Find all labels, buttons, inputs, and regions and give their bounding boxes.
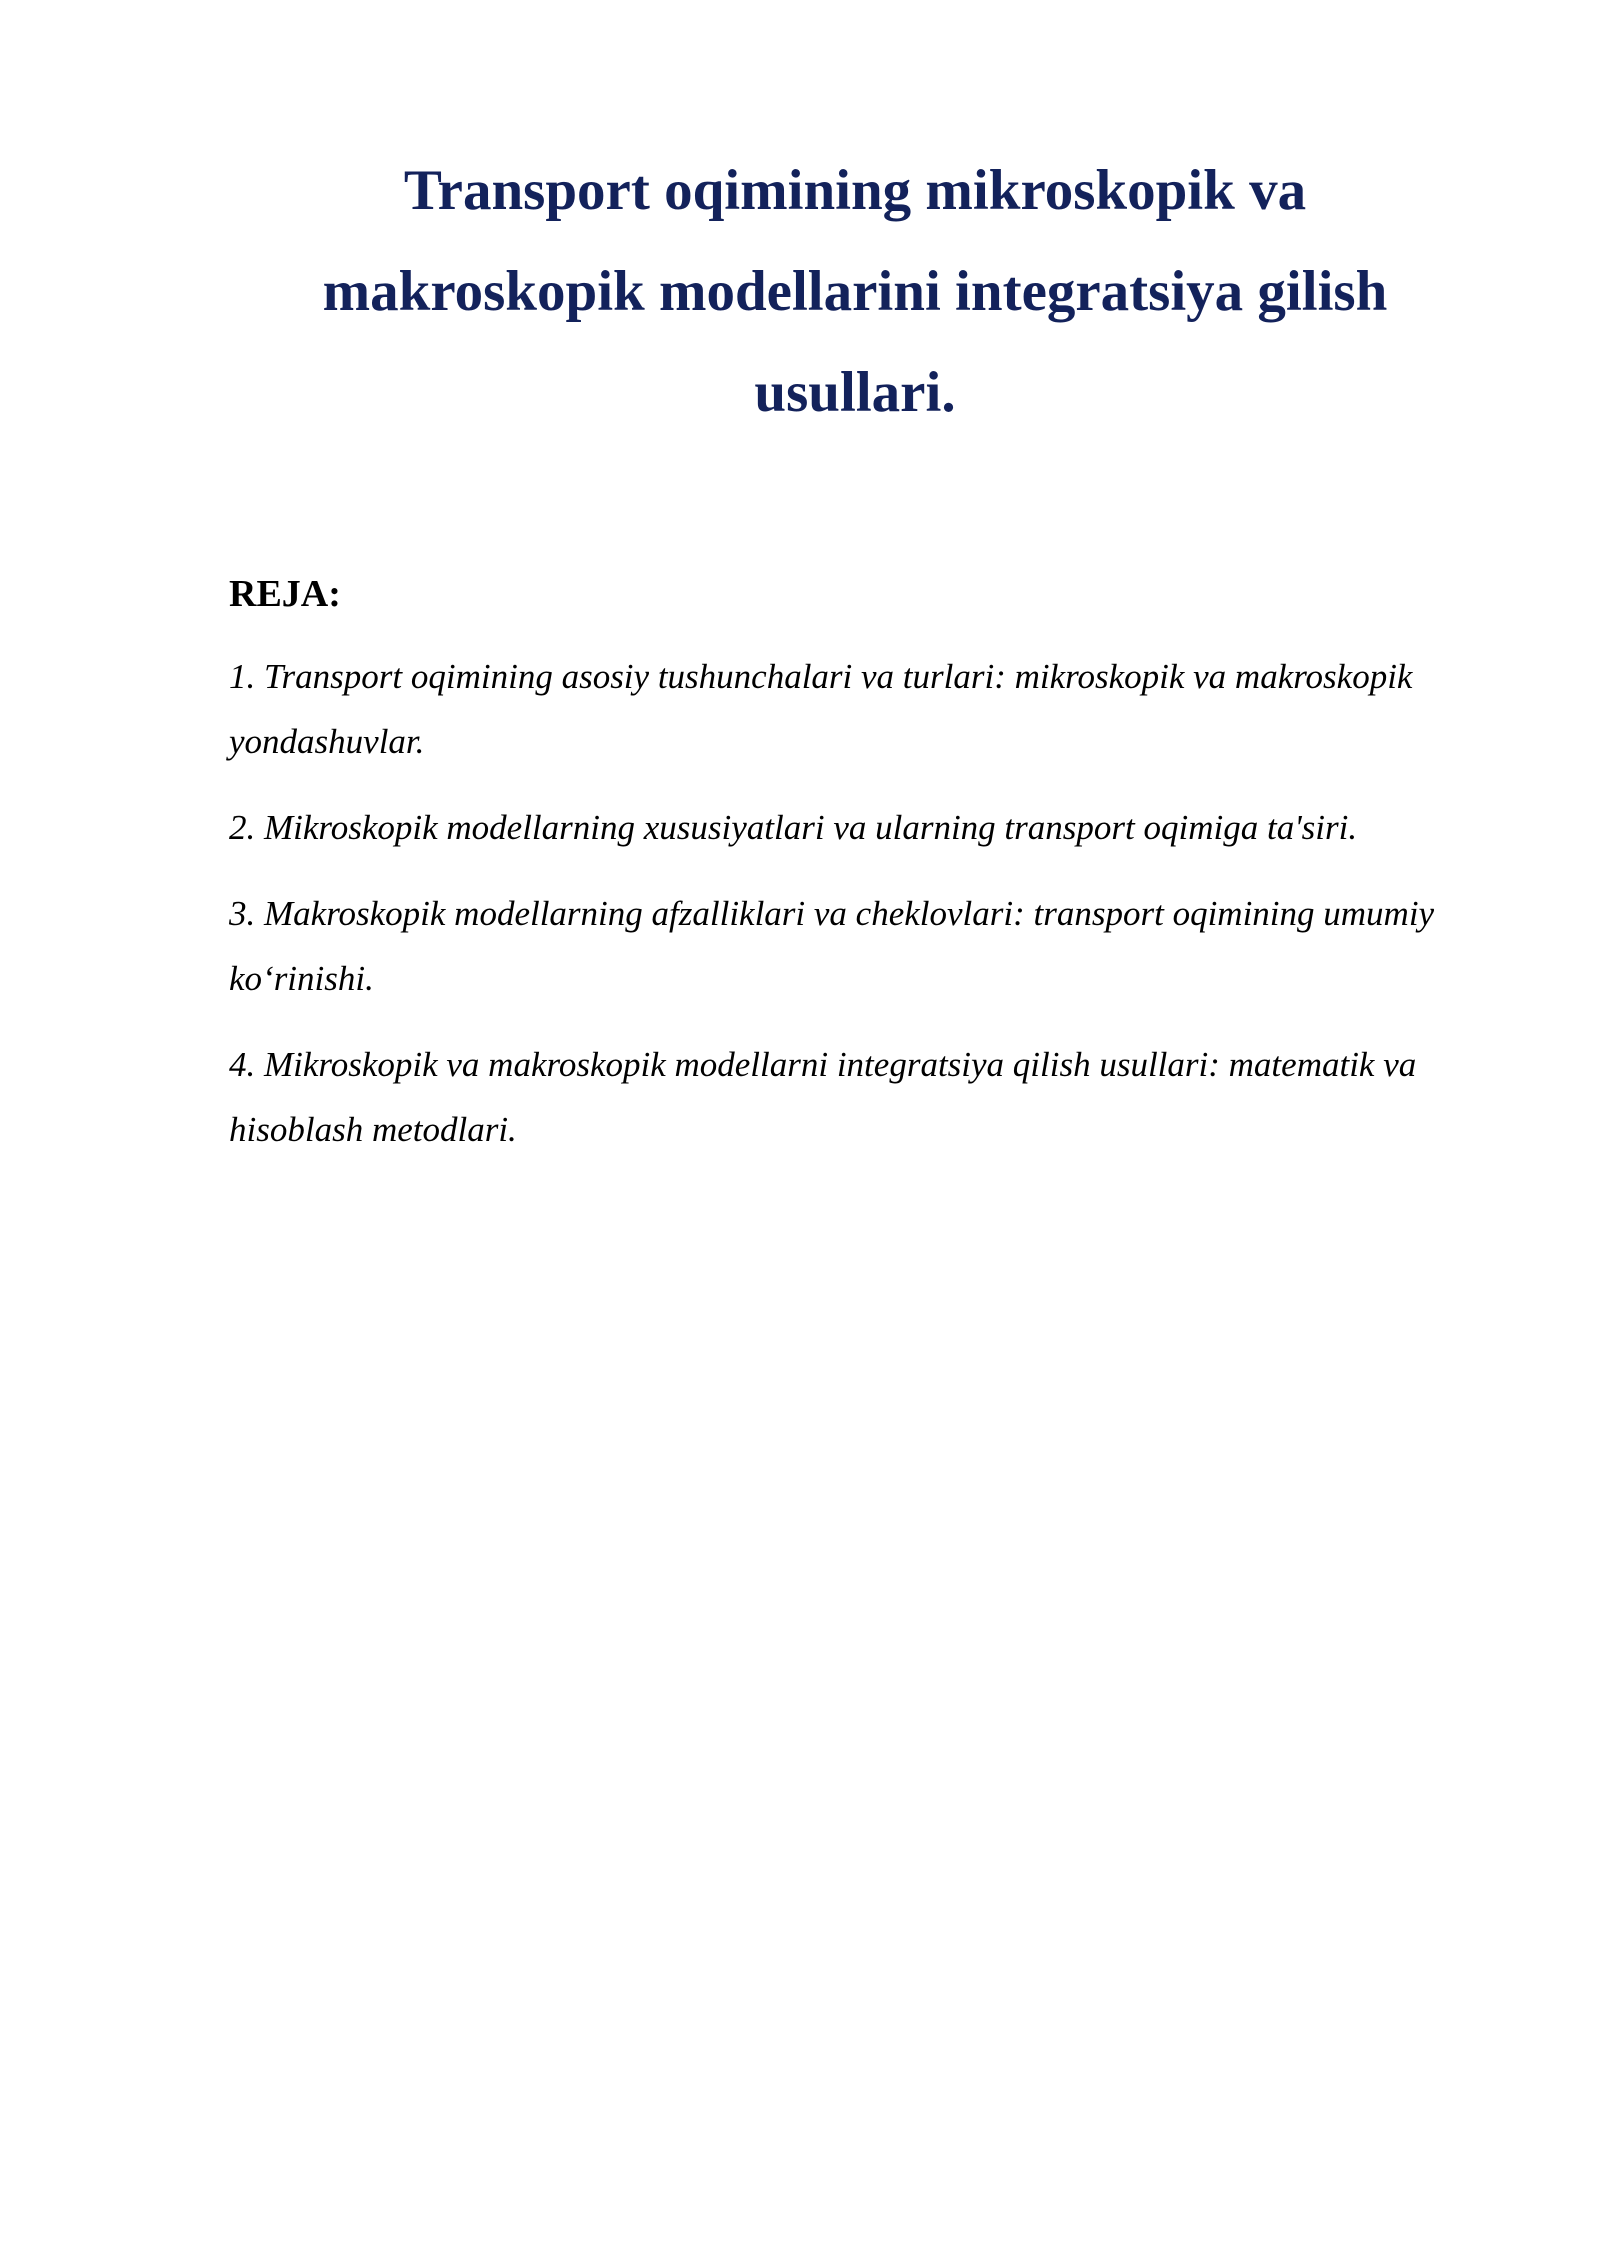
plan-list [229,644,1489,1162]
plan-item-1: 1. Transport oqimining asosiy tushunchalari va turlari: mikroskopik va makroskopik yondashuvlar. [229,657,1413,761]
plan-heading: REJA: [229,573,341,615]
plan-section [229,556,1489,1183]
document-title: Transport oqimining mikroskopik va makroskopik modellarini integratsiya gilish usullari. [322,159,1388,424]
plan-item-2: 2. Mikroskopik modellarning xususiyatlari va ularning transport oqimiga ta'siri. [229,808,1358,847]
plan-item-4: 4. Mikroskopik va makroskopik modellarni integratsiya qilish usullari: matematik va hisoblash metodlari. [229,1045,1417,1149]
plan-item-3: 3. Makroskopik modellarning afzalliklari va cheklovlari: transport oqimining umumiy ko‘rinishi. [229,894,1435,998]
